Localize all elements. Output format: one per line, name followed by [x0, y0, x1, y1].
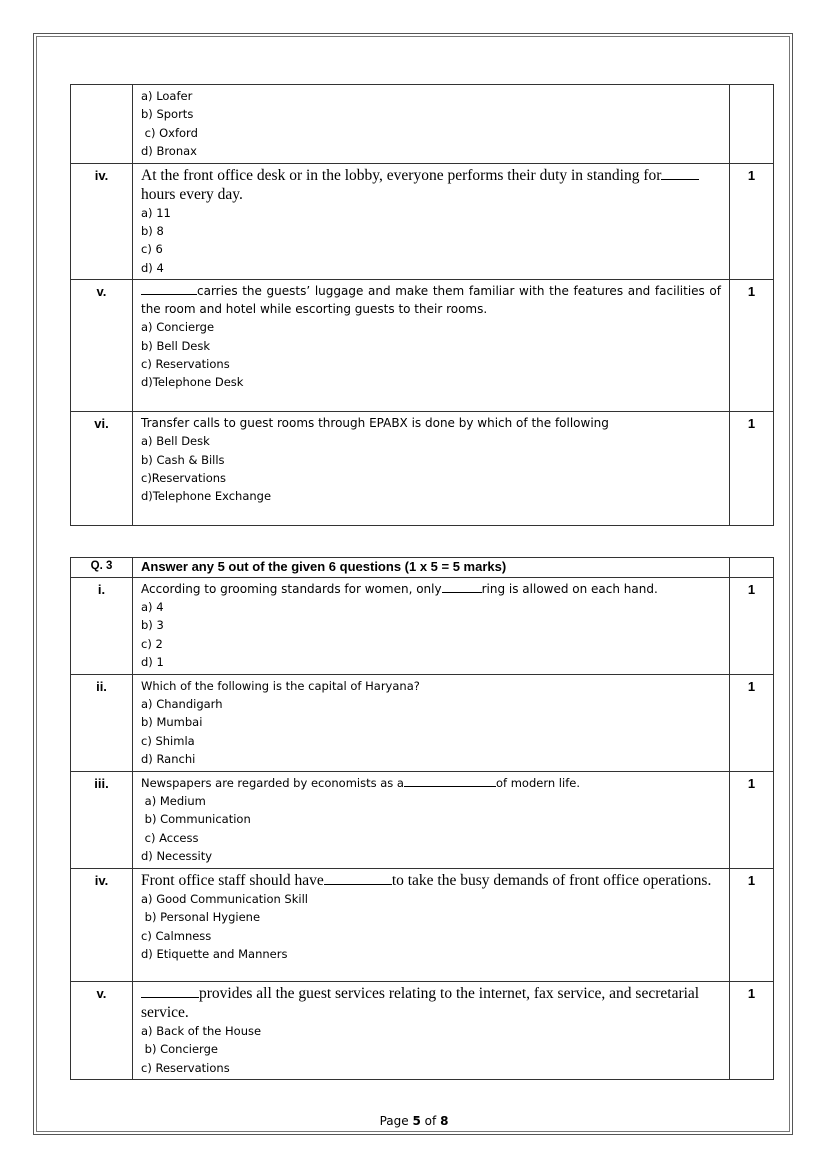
question-text-part: According to grooming standards for women, only [141, 582, 442, 596]
option: c) Shimla [141, 733, 195, 748]
question-number: ii. [71, 674, 133, 771]
option: c) Oxford [141, 125, 198, 140]
option: a) Chandigarh [141, 697, 223, 712]
question-text-part: to take the busy demands of front office operations. [391, 871, 712, 889]
question-marks: 1 [730, 163, 774, 280]
question-text-part: Front office staff should have [141, 871, 324, 889]
question-number: v. [71, 280, 133, 412]
question-body [133, 280, 730, 412]
option: a) Loafer [141, 89, 193, 103]
question-text-part: of modern life. [495, 775, 580, 790]
option: d) 1 [141, 655, 164, 670]
option: d) 4 [141, 260, 164, 275]
section-title: Answer any 5 out of the given 6 questions (1 x 5 = 5 marks) [133, 558, 730, 578]
option: b) Communication [141, 812, 251, 827]
option: b) Sports [141, 107, 194, 122]
answer-blank [442, 580, 482, 593]
question-marks: 1 [730, 578, 774, 675]
option: a) Medium [141, 794, 206, 809]
option: c)Reservations [141, 471, 227, 486]
question-text-part: Newspapers are regarded by economists as a [141, 775, 404, 790]
page-number: 5 [412, 1114, 421, 1128]
answer-blank [324, 872, 392, 885]
question-table-section-2 [70, 84, 774, 526]
question-text [141, 282, 721, 318]
question-number: iv. [71, 163, 133, 280]
question-marks: 1 [730, 981, 774, 1079]
question-number [71, 85, 133, 164]
answer-blank [141, 985, 199, 998]
section-marks [730, 558, 774, 578]
option: b) Bell Desk [141, 338, 211, 353]
option: d)Telephone Desk [141, 375, 244, 390]
question-body [133, 771, 730, 868]
question-body [133, 163, 730, 280]
option: c) Reservations [141, 1060, 230, 1075]
table-row [71, 85, 774, 164]
section-number: Q. 3 [71, 558, 133, 578]
question-text [141, 871, 721, 890]
table-row [71, 674, 774, 771]
question-text: Which of the following is the capital of Haryana? [141, 678, 420, 693]
question-text-part: provides all the guest services relating to the internet, fax service, and secretarial service. [141, 984, 700, 1021]
question-number: vi. [71, 412, 133, 526]
question-marks: 1 [730, 412, 774, 526]
question-body [133, 412, 730, 526]
question-text-part: At the front office desk or in the lobby, everyone performs their duty in standing for [141, 166, 662, 184]
of-label: of [424, 1114, 437, 1128]
option: b) 8 [141, 224, 164, 239]
question-table-section-3 [70, 557, 774, 1080]
question-number: iv. [71, 868, 133, 981]
option: b) 3 [141, 618, 164, 633]
page-total: 8 [440, 1114, 449, 1128]
question-number: v. [71, 981, 133, 1079]
table-row [71, 868, 774, 981]
table-header-row [71, 558, 774, 578]
table-row [71, 412, 774, 526]
question-marks: 1 [730, 868, 774, 981]
question-body [133, 85, 730, 164]
option: a) Back of the House [141, 1023, 262, 1038]
page-footer [0, 1114, 828, 1128]
table-row [71, 280, 774, 412]
page-label: Page [379, 1114, 409, 1128]
table-row [71, 771, 774, 868]
option: c) 2 [141, 636, 163, 651]
answer-blank [404, 774, 496, 787]
option: a) Good Communication Skill [141, 891, 308, 906]
option: b) Personal Hygiene [141, 910, 261, 925]
question-text-part: carries the guests’ luggage and make them familiar with the features and facilities of the room and hotel while escorting guests to their rooms. [141, 284, 721, 317]
question-marks: 1 [730, 280, 774, 412]
option: a) Bell Desk [141, 434, 210, 449]
question-marks: 1 [730, 674, 774, 771]
question-number: iii. [71, 771, 133, 868]
question-body [133, 981, 730, 1079]
question-text-part: ring is allowed on each hand. [481, 582, 658, 596]
table-row [71, 163, 774, 280]
option: d)Telephone Exchange [141, 489, 272, 504]
question-text: Transfer calls to guest rooms through EPABX is done by which of the following [141, 416, 609, 431]
option: d) Bronax [141, 144, 197, 159]
answer-blank [141, 282, 197, 295]
question-text [141, 580, 721, 598]
option: b) Cash & Bills [141, 452, 225, 467]
option: d) Ranchi [141, 752, 196, 767]
question-number: i. [71, 578, 133, 675]
question-marks [730, 85, 774, 164]
option: c) 6 [141, 242, 163, 257]
question-text [141, 984, 721, 1022]
option: d) Necessity [141, 849, 213, 864]
option: d) Etiquette and Manners [141, 946, 288, 961]
table-row [71, 981, 774, 1079]
table-row [71, 578, 774, 675]
question-marks: 1 [730, 771, 774, 868]
option: a) Concierge [141, 320, 215, 335]
option: c) Access [141, 830, 199, 845]
question-body [133, 868, 730, 981]
option: b) Mumbai [141, 715, 203, 730]
question-body [133, 578, 730, 675]
question-text [141, 166, 721, 204]
option: c) Calmness [141, 928, 212, 943]
question-text-part: hours every day. [141, 185, 243, 203]
option: a) 4 [141, 600, 164, 614]
option: c) Reservations [141, 357, 230, 372]
option: a) 11 [141, 205, 171, 220]
option: b) Concierge [141, 1042, 218, 1057]
question-text [141, 774, 721, 792]
question-body [133, 674, 730, 771]
answer-blank [661, 167, 699, 180]
